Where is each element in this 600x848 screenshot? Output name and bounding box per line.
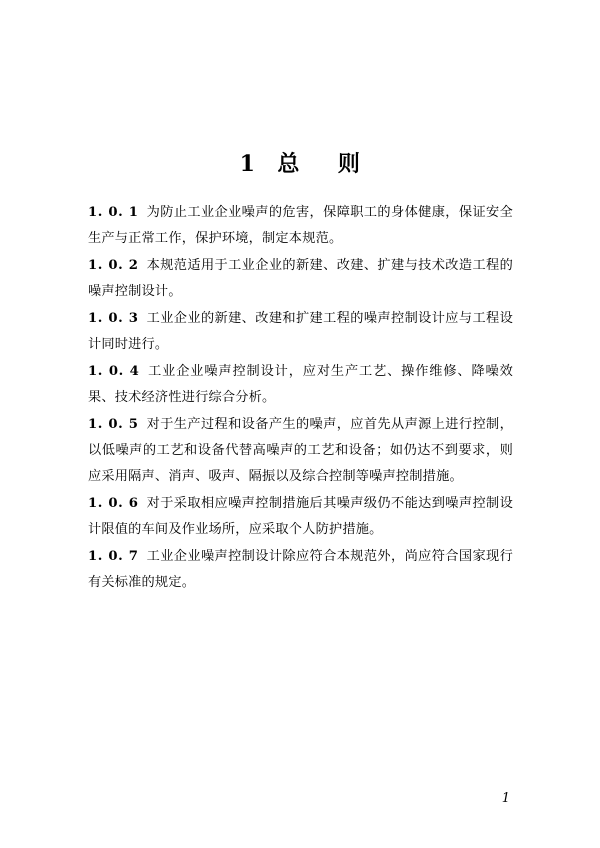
clause-text: 工业企业噪声控制设计，应对生产工艺、操作维修、降噪效果、技术经济性进行综合分析。 — [88, 364, 513, 405]
clause-number: 1. 0. 1 — [88, 205, 139, 220]
clause-item — [88, 253, 513, 305]
clause-text: 为防止工业企业噪声的危害，保障职工的身体健康，保证安全生产与正常工作，保护环境，制定本规范。 — [88, 205, 513, 246]
clause-item — [88, 306, 513, 358]
clause-number: 1. 0. 6 — [88, 496, 139, 511]
clause-number: 1. 0. 4 — [88, 364, 140, 379]
clause-item — [88, 491, 513, 543]
page-title-char-1: 总 — [277, 150, 300, 177]
clause-text: 对于采取相应噪声控制措施后其噪声级仍不能达到噪声控制设计限值的车间及作业场所，应采取个人防护措施。 — [88, 496, 513, 537]
clause-number: 1. 0. 3 — [88, 311, 139, 326]
clause-text: 对于生产过程和设备产生的噪声，应首先从声源上进行控制，以低噪声的工艺和设备代替高噪声的工艺和设备；如仍达不到要求，则应采用隔声、消声、吸声、隔振以及综合控制等噪声控制措施。 — [88, 417, 513, 484]
clause-number: 1. 0. 2 — [88, 258, 139, 273]
clause-number: 1. 0. 7 — [88, 549, 139, 564]
clause-item — [88, 359, 513, 411]
clause-item — [88, 200, 513, 252]
clause-text: 工业企业的新建、改建和扩建工程的噪声控制设计应与工程设计同时进行。 — [88, 311, 513, 352]
page-number: 1 — [501, 791, 510, 806]
clause-text: 本规范适用于工业企业的新建、改建、扩建与技术改造工程的噪声控制设计。 — [88, 258, 513, 299]
clause-item — [88, 412, 513, 490]
clause-text: 工业企业噪声控制设计除应符合本规范外，尚应符合国家现行有关标准的规定。 — [88, 549, 513, 590]
page-title — [0, 147, 600, 178]
page-title-number: 1 — [239, 150, 256, 177]
clause-list — [88, 200, 513, 597]
clause-item — [88, 544, 513, 596]
page-title-char-2: 则 — [337, 150, 361, 177]
clause-number: 1. 0. 5 — [88, 417, 139, 432]
